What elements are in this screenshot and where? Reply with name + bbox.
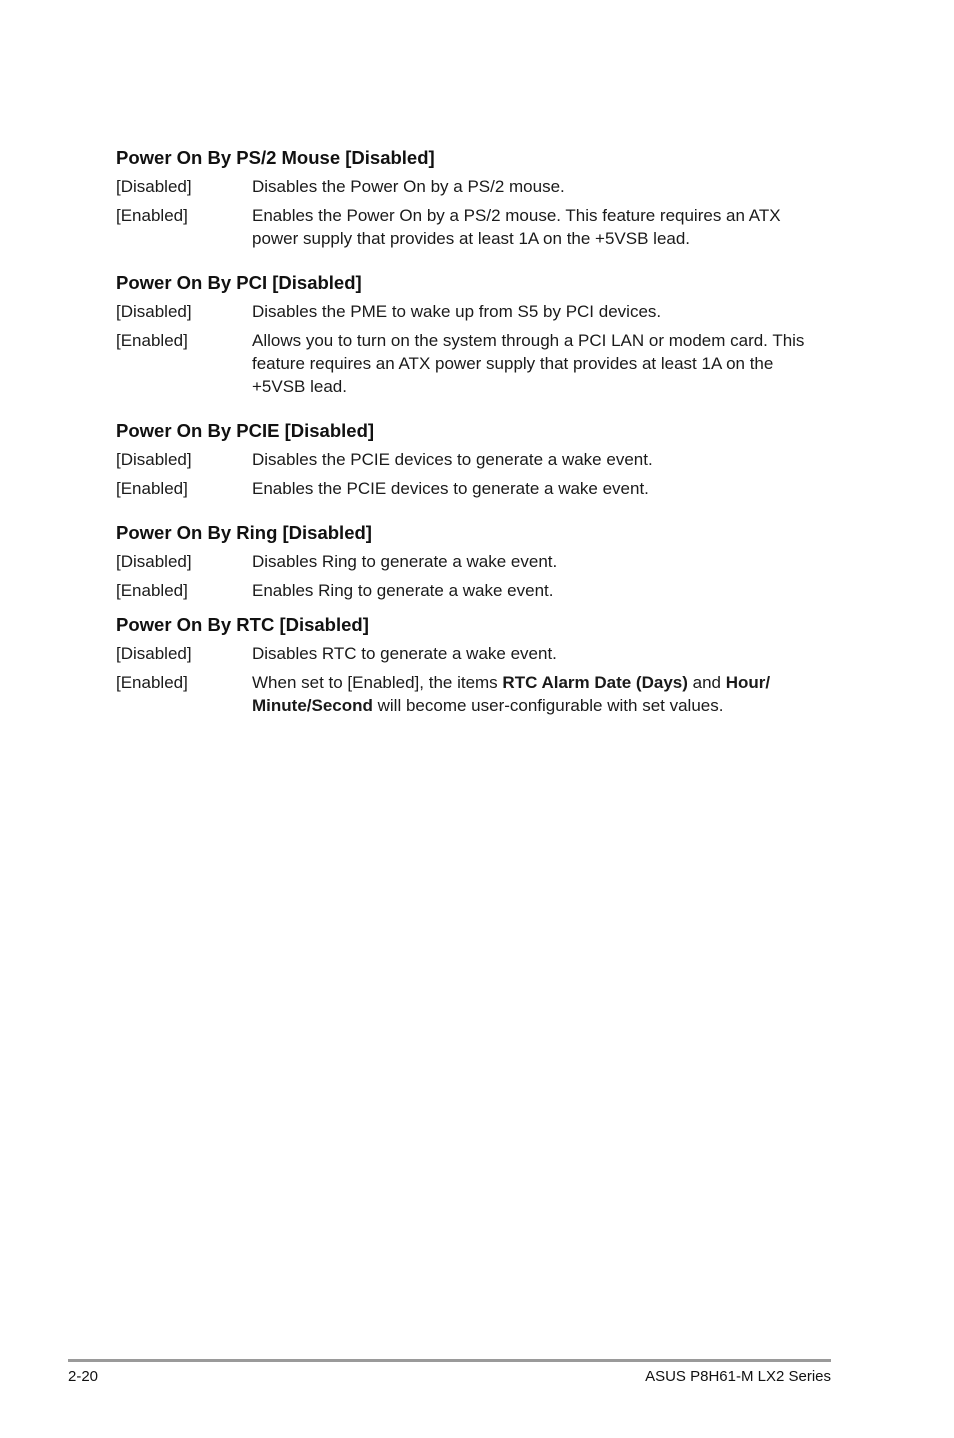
section-power-on-pci <box>116 270 830 398</box>
document-body <box>116 145 830 723</box>
option-description: Enables the Power On by a PS/2 mouse. This feature requires an ATX power supply that provides at least 1A on the +5VSB lead. <box>252 206 781 248</box>
option-description: Enables Ring to generate a wake event. <box>252 581 554 600</box>
option-label: [Enabled] <box>116 331 188 350</box>
page-number: 2-20 <box>68 1368 99 1385</box>
desc-text: and <box>687 673 726 692</box>
option-description: Disables the PME to wake up from S5 by PCI devices. <box>252 302 662 321</box>
section-title: Power On By RTC [Disabled] <box>116 614 369 635</box>
desc-text: When set to [Enabled], the items <box>252 673 503 692</box>
option-row <box>116 642 830 665</box>
section-title: Power On By PS/2 Mouse [Disabled] <box>116 147 435 168</box>
option-label: [Enabled] <box>116 479 188 498</box>
option-description: Allows you to turn on the system through a PCI LAN or modem card. This feature requires an ATX power supply that provides at least 1A on the +5VSB lead. <box>252 331 805 396</box>
option-label: [Disabled] <box>116 552 192 571</box>
section-power-on-rtc <box>116 612 830 717</box>
desc-bold-rtc-alarm-date: RTC Alarm Date (Days) <box>502 673 688 692</box>
section-title: Power On By PCI [Disabled] <box>116 272 362 293</box>
section-power-on-pcie <box>116 418 830 500</box>
option-description: Disables Ring to generate a wake event. <box>252 552 558 571</box>
option-description: Enables the PCIE devices to generate a wake event. <box>252 479 649 498</box>
option-description: Disables the Power On by a PS/2 mouse. <box>252 177 565 196</box>
option-row <box>116 175 830 198</box>
desc-text: will become user-configurable with set values. <box>372 696 724 715</box>
option-label: [Disabled] <box>116 450 192 469</box>
section-power-on-ps2-mouse <box>116 145 830 250</box>
option-label: [Disabled] <box>116 177 192 196</box>
section-title: Power On By PCIE [Disabled] <box>116 420 375 441</box>
option-row <box>116 329 830 398</box>
option-row <box>116 579 830 602</box>
section-power-on-ring <box>116 520 830 602</box>
option-row <box>116 477 830 500</box>
option-label: [Enabled] <box>116 581 188 600</box>
footer-divider <box>68 1359 831 1362</box>
option-row <box>116 550 830 573</box>
option-row <box>116 448 830 471</box>
option-description: Disables RTC to generate a wake event. <box>252 644 557 663</box>
option-description: Disables the PCIE devices to generate a wake event. <box>252 450 653 469</box>
option-description <box>252 671 830 717</box>
desc-bold-hour-minute-second: Hour/ Minute/Second <box>252 673 771 715</box>
option-label: [Enabled] <box>116 673 188 692</box>
option-label: [Enabled] <box>116 206 188 225</box>
option-row <box>116 204 830 250</box>
option-row <box>116 300 830 323</box>
section-title: Power On By Ring [Disabled] <box>116 522 372 543</box>
option-label: [Disabled] <box>116 644 192 663</box>
option-label: [Disabled] <box>116 302 192 321</box>
footer-product-name: ASUS P8H61-M LX2 Series <box>645 1368 831 1385</box>
option-row <box>116 671 830 717</box>
